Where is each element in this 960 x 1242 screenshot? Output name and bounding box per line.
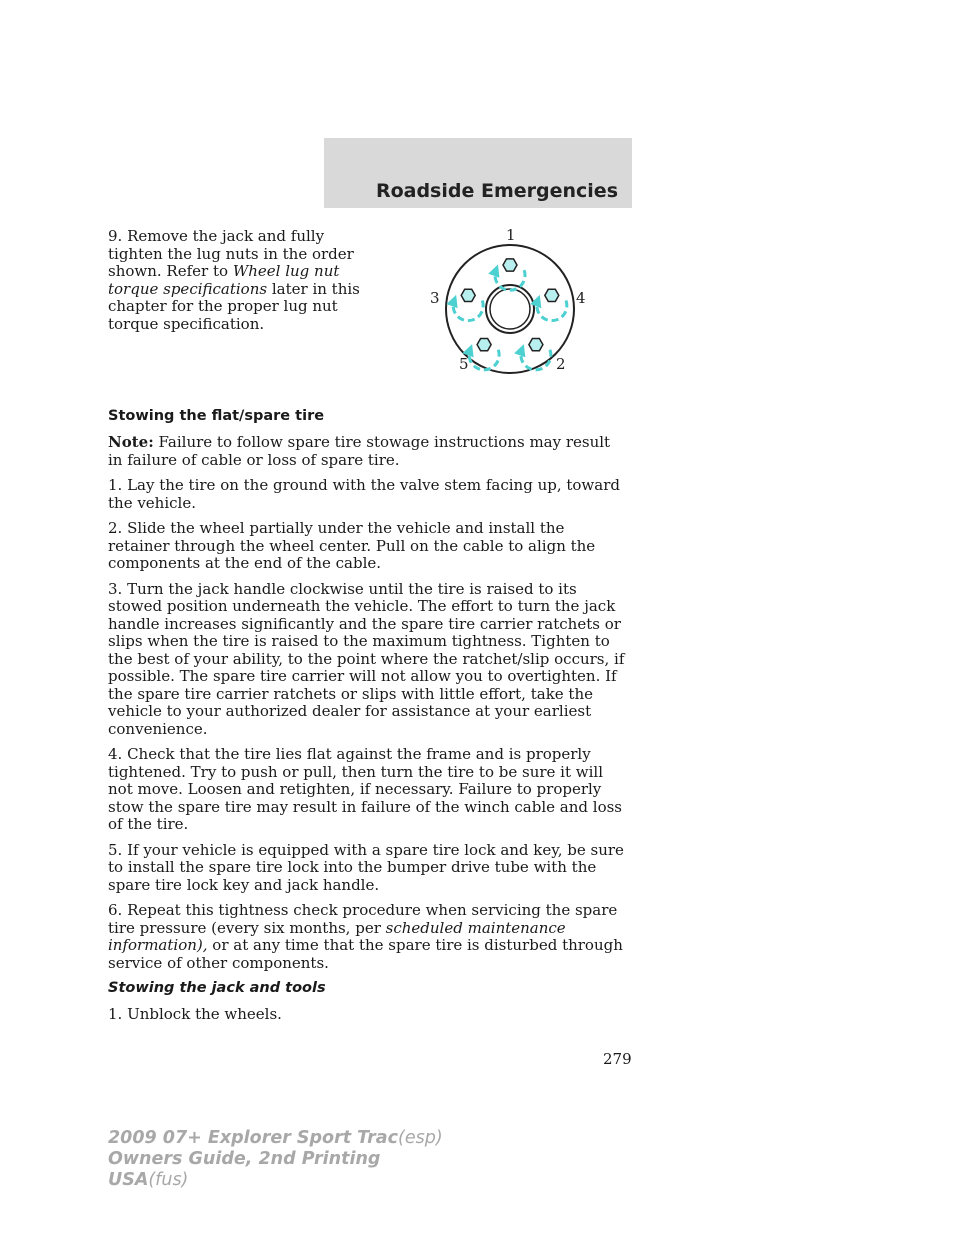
footer-line-1: 2009 07+ Explorer Sport Trac(esp)	[108, 1128, 443, 1148]
step-1: 1. Lay the tire on the ground with the valve stem facing up, toward the vehicle.	[108, 476, 620, 512]
footer-line-3: USA(fus)	[108, 1170, 189, 1190]
step-9-block	[108, 228, 378, 333]
tighten-arrow-3	[453, 301, 483, 321]
lug-nut-1	[503, 259, 517, 271]
label-5: 5	[459, 355, 469, 373]
wheel-hub-circle	[486, 285, 534, 333]
tighten-arrow-4	[537, 301, 567, 321]
section-heading-jack-tools: Stowing the jack and tools	[108, 980, 326, 996]
lug-nut-4	[545, 289, 559, 301]
jack-step-1: 1. Unblock the wheels.	[108, 1005, 282, 1023]
label-3: 3	[430, 289, 440, 307]
chapter-header-band	[324, 138, 632, 208]
footer-line-2: Owners Guide, 2nd Printing	[108, 1149, 381, 1169]
step-5: 5. If your vehicle is equipped with a spare tire lock and key, be sure to install the spare tire lock into the bumper drive tube with the spare tire lock key and jack handle.	[108, 840, 624, 894]
label-2: 2	[556, 355, 566, 373]
step-9-text: 9. Remove the jack and fully tighten the lug nuts in the order shown. Refer to Wheel lug nut torque specifications later in this chapter for the proper lug nut torque specification.	[108, 227, 360, 333]
lug-nut-2	[529, 339, 543, 351]
torque-spec-reference: Wheel lug nut torque specifications	[108, 262, 340, 298]
tighten-arrow-1	[495, 270, 525, 290]
page-number: 279	[603, 1050, 632, 1068]
note-text: Failure to follow spare tire stowage instructions may result in failure of cable or loss of spare tire.	[108, 433, 611, 469]
note-paragraph	[108, 434, 628, 469]
note-label: Note:	[108, 433, 154, 451]
chapter-title: Roadside Emergencies	[375, 180, 618, 202]
lug-nut-tightening-diagram	[428, 222, 593, 382]
step-3: 3. Turn the jack handle clockwise until the tire is raised to its stowed position underneath the vehicle. The effort to turn the jack handle increases significantly and the spare tire carrier ratchets or slips when the tire is raised to the maximum tightness. Tighten to the best of your ability, to the point where the ratchet/slip occurs, if possible. The spare tire carrier will not allow you to overtighten. If the spare tire carrier ratchets or slips with little effort, take the vehicle to your authorized dealer for assistance at your earliest convenience.	[108, 579, 625, 738]
section-heading-spare-tire: Stowing the flat/spare tire	[108, 408, 325, 424]
step-6: 6. Repeat this tightness check procedure when servicing the spare tire pressure (every six months, per scheduled maintenance information), or at any time that the spare tire is disturbed through service of other components.	[108, 901, 623, 972]
maintenance-reference: scheduled maintenance information),	[108, 918, 566, 954]
document-footer	[108, 1128, 443, 1191]
lug-nut-3	[461, 289, 475, 301]
lug-nut-5	[477, 339, 491, 351]
step-4: 4. Check that the tire lies flat against the frame and is properly tightened. Try to push or pull, then turn the tire to be sure it will not move. Loosen and retighten, if necessary. Failure to properly stow the spare tire may result in failure of the winch cable and loss of the tire.	[108, 745, 622, 833]
main-content	[108, 408, 628, 1032]
label-4: 4	[576, 289, 586, 307]
wheel-hub-inner	[490, 289, 530, 329]
label-1: 1	[506, 226, 516, 244]
step-2: 2. Slide the wheel partially under the vehicle and install the retainer through the wheel center. Pull on the cable to align the components at the end of the cable.	[108, 519, 596, 572]
